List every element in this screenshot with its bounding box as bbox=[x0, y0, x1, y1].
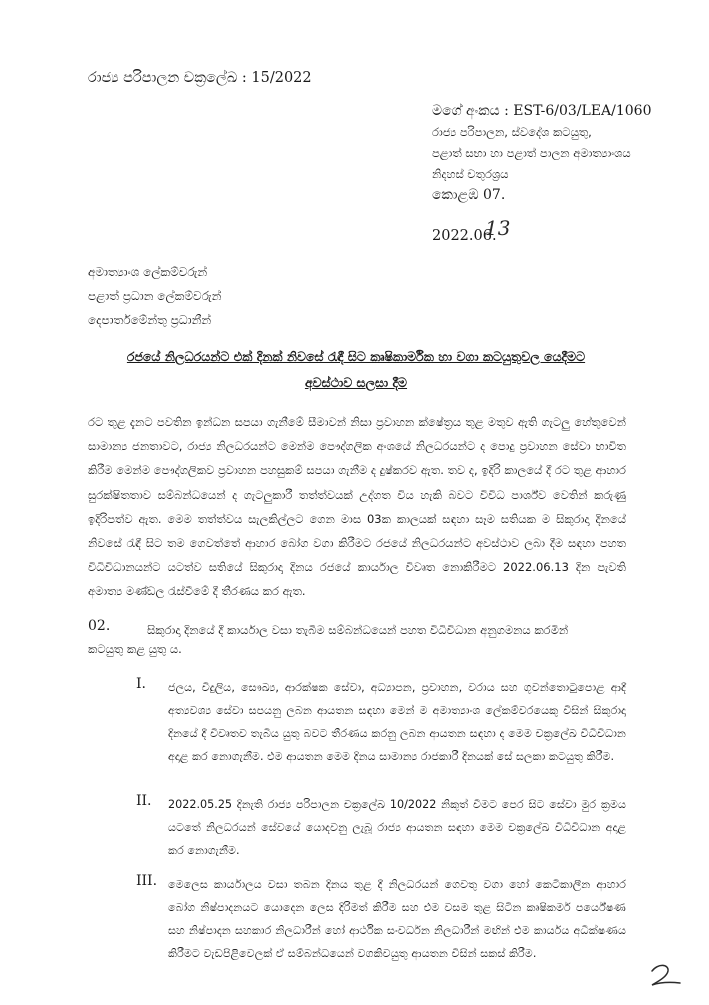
item-numeral: III. bbox=[136, 873, 158, 889]
item-text: 2022.05.25 දිනැති රාජ්‍ය පරිපාලන චක්‍රලේඛ 10/2022 නිකුත් වීමට පෙර සිට සේවා මුර ක්‍රමය යටතේ නිලධරයන් සේවයේ යොදවනු ලැබූ රාජ්‍ය ආයතන සඳහා මෙම චක්‍රලේඛ විධිවිධාන අදාළ කර නොගැනීම. bbox=[168, 798, 626, 857]
city-line: කොළඹ 07. bbox=[432, 187, 506, 203]
circular-number: රාජ්‍ය පරිපාලන චක්‍රලේඛ : 15/2022 bbox=[88, 70, 312, 86]
item-text: මෙලෙස කාර්යාලය වසා තබන දිනය තුළ දී නිලධරයන් ගෙවතු වගා හෝ කෙටිකාලීන ආහාර බෝග නිෂ්පාදනයට යොදෙන ලෙස දිරිමත් කිරීම සහ එම වසම තුළ සිටින කෘෂිකර්ම පර්යේෂණ සහ නිෂ්පාදන සහකාර නිලධාරීන් හෝ ආර්ථික සංවර්ධන නිලධාරීන් මඟින් එම කාර්යය අධීක්ෂණය කිරීමට වැඩපිළිවෙලක් ඒ සම්බන්ධයෙන් වගකිවයුතු ආයතන විසින් සකස් කිරීම. bbox=[168, 878, 626, 960]
address-line: නිදහස් චතුරශ්‍රය bbox=[432, 167, 509, 181]
addressee-item: දෙපාර්තමේන්තු ප්‍රධානීන් bbox=[88, 313, 212, 327]
section-text-line-1: සිකුරාදා දිනයේ දී කාර්යාල වසා තැබීම සම්බන්ධයෙන් පහත විධිවිධාන අනුගමනය කරමින් bbox=[147, 623, 569, 637]
addressee-item: අමාත්‍යාංශ ලේකම්වරුන් bbox=[88, 265, 208, 279]
item-numeral: II. bbox=[136, 793, 152, 809]
addressee-item: පළාත් ප්‍රධාන ලේකම්වරුන් bbox=[88, 289, 222, 303]
section-text-line-2: කටයුතු කළ යුතු ය. bbox=[88, 642, 182, 656]
ministry-line-2: පළාත් සභා හා පළාත් පාලන අමාත්‍යාංශය bbox=[432, 146, 631, 160]
document-title bbox=[86, 344, 626, 396]
section-number: 02. bbox=[88, 618, 111, 634]
item-numeral: I. bbox=[136, 676, 146, 692]
date-handwritten: 13 bbox=[485, 216, 511, 240]
ministry-line-1: රාජ්‍ය පරිපාලන, ස්වදේශ කටයුතු, bbox=[432, 125, 592, 139]
paragraph-1: රට තුළ දැනට පවතින ඉන්ධන සපයා ගැනීමේ සීමාවන් නිසා ප්‍රවාහන ක්ෂේත්‍රය තුළ මතුව ඇති ගැටලු හේතුවෙන් සාමාන්‍ය ජනතාවට, රාජ්‍ය නිලධරයන්ට මෙන්ම පෞද්ගලික අංශයේ නිලධරයන්ට ද පොදු ප්‍රවාහන සේවා භාවිත කිරීම මෙන්ම පෞද්ගලිකව ප්‍රවාහන පහසුකම් සපයා ගැනීම ද දුෂ්කරව ඇත. තව ද, ඉදිරි කාලයේ දී රට තුළ ආහාර සුරක්ෂිතතාව සම්බන්ධයෙන් ද ගැටලුකාරී තත්ත්වයක් උද්ගත විය හැකි බවට විවිධ පාර්ශ්ව වෙතින් කරුණු ඉදිරිපත්ව ඇත. මෙම තත්ත්වය සැලකිල්ලට ගෙන මාස 03ක කාලයක් සඳහා සෑම සතියක ම සිකුරාදා දිනයේ නිවසේ රැඳී සිට තම ගෙවත්තේ ආහාර බෝග වගා කිරීමට රජයේ නිලධරයන්ට අවස්ථාව ලබා දීම සඳහා පහත විධිවිධානයන්ට යටත්ව සතියේ සිකුරාදා දිනය රජයේ කාර්යාල විවෘත නොකිරීමට 2022.06.13 දින පැවති අමාත්‍ය මණ්ඩල රැස්වීමේ දී තීරණය කර ඇත. bbox=[88, 415, 626, 599]
title-line-1: රජයේ නිලධරයන්ට එක් දිනක් නිවසේ රැඳී සිට කෘෂිකාර්මික හා වගා කටයුතුවල යෙදීමට bbox=[126, 349, 586, 364]
reference-block bbox=[432, 101, 652, 206]
reference-number: මගේ අංකය : EST-6/03/LEA/1060 bbox=[432, 103, 652, 119]
item-text: ජලය, විදුලිය, සෞඛ්‍ය, ආරක්ෂක සේවා, අධ්‍යාපන, ප්‍රවාහන, වරාය සහ ගුවන්තොටුපොළ ආදී අත්‍යවශ්‍ය සේවා සපයනු ලබන ආයතන සඳහා මෙන් ම අමාත්‍යාංශ ලේකම්වරයෙකු විසින් සිකුරාදා දිනයේ දී විවෘතව තැබිය යුතු බවට තීරණය කරනු ලබන ආයතන සඳහා ද මෙම චක්‍රලේඛ විධිවිධාන අදාළ කර නොගැනීම. එම ආයතන මෙම දිනය සාමාන්‍ය රාජකාරී දිනයක් සේ සලකා කටයුතු කිරීම. bbox=[168, 681, 626, 763]
title-line-2: අවස්ථාව සලසා දීම bbox=[304, 375, 408, 390]
addressee-list bbox=[88, 260, 221, 332]
page-number-mark bbox=[649, 962, 683, 988]
date-printed: 2022.06. bbox=[432, 228, 497, 244]
